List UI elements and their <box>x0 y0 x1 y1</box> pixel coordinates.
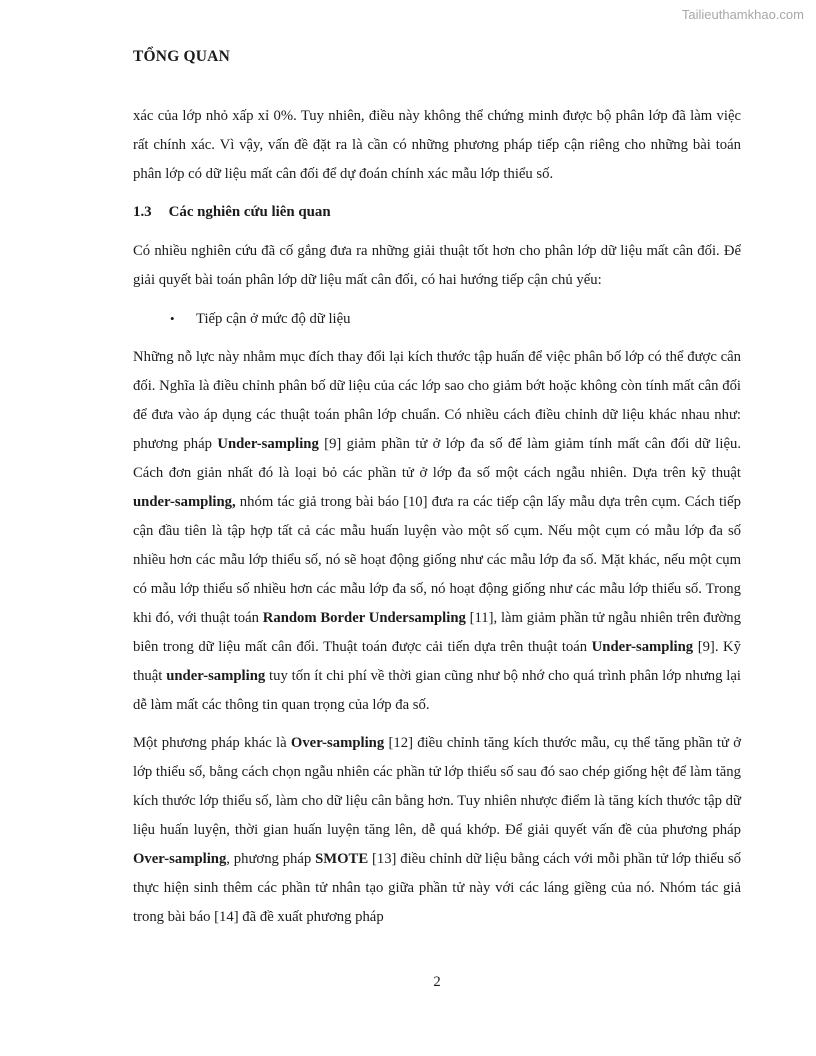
section-heading-title: Các nghiên cứu liên quan <box>168 204 331 220</box>
text-run: [12] điều chỉnh tăng kích thước mẫu, cụ thể tăng phần tử ở lớp thiểu số, bằng cách chọn ngẫu nhiên các phần tử lớp thiểu số sau đó sao chép giống hệt để làm tăng kích thước lớp thiểu số, làm cho dữ liệu cân bằng hơn. Tuy nhiên nhược điểm là tăng kích thước tập dữ liệu huấn luyện, thời gian huấn luyện tăng lên, dễ quá khớp. Để giải quyết vấn đề của phương pháp <box>133 735 741 838</box>
bold-term: Under-sampling <box>591 639 694 655</box>
text-run: , phương pháp <box>226 851 316 867</box>
bold-term: under-sampling <box>166 668 266 684</box>
watermark-text: Tailieuthamkhao.com <box>681 7 804 22</box>
text-run: [11], làm giảm phần tử ngẫu nhiên trên đường biên trong dữ liệu mất cân đối. Thuật toán được cải tiến dựa trên thuật toán <box>133 610 741 655</box>
paragraph <box>133 343 741 720</box>
paragraph <box>133 237 741 295</box>
section-heading <box>133 198 741 227</box>
bold-term: under-sampling, <box>133 494 236 510</box>
document-body <box>133 102 741 941</box>
text-run: xác của lớp nhỏ xấp xỉ 0%. Tuy nhiên, điều này không thể chứng minh được bộ phân lớp đã làm việc rất chính xác. Vì vậy, vấn đề đặt ra là cần có những phương pháp tiếp cận riêng cho những bài toán phân lớp có dữ liệu mất cân đối để dự đoán chính xác mẫu lớp thiểu số. <box>133 108 741 182</box>
text-run: [9] giảm phần tử ở lớp đa số để làm giảm tính mất cân đối dữ liệu. Cách đơn giản nhất đó là loại bỏ các phần tử ở lớp đa số một cách ngẫu nhiên. Dựa trên kỹ thuật <box>133 436 741 481</box>
text-run: [9]. Kỹ thuật <box>133 639 741 684</box>
bold-term: SMOTE <box>315 851 369 867</box>
text-run: Những nỗ lực này nhằm mục đích thay đổi lại kích thước tập huấn để việc phân bố lớp có thể được cân đối. Nghĩa là điều chỉnh phân bố dữ liệu của các lớp sao cho giảm bớt hoặc không còn tính mất cân đối để đưa vào áp dụng các thuật toán phân lớp chuẩn. Có nhiều cách điều chỉnh dữ liệu khác nhau như: phương pháp <box>133 349 741 452</box>
bold-term: Under-sampling <box>217 436 319 452</box>
bold-term: Over-sampling <box>133 851 227 867</box>
text-run: nhóm tác giả trong bài báo [10] đưa ra các tiếp cận lấy mẫu dựa trên cụm. Cách tiếp cận đầu tiên là tập hợp tất cả các mẫu huấn luyện vào một số cụm. Nếu một cụm có mẫu lớp đa số nhiều hơn các mẫu lớp thiểu số, nó sẽ hoạt động giống như các mẫu lớp đa số. Mặt khác, nếu một cụm có mẫu lớp thiểu số nhiều hơn các mẫu lớp đa số, nó hoạt động giống như các mẫu lớp thiểu số. Trong khi đó, với thuật toán <box>133 494 741 626</box>
bullet-marker-icon: • <box>170 311 175 326</box>
text-run: Có nhiều nghiên cứu đã cố gắng đưa ra những giải thuật tốt hơn cho phân lớp dữ liệu mất cân đối. Để giải quyết bài toán phân lớp dữ liệu mất cân đối, có hai hướng tiếp cận chủ yếu: <box>133 243 741 288</box>
text-run: Một phương pháp khác là <box>133 735 291 751</box>
page-header-title: TỔNG QUAN <box>133 48 230 65</box>
text-run: [13] điều chỉnh dữ liệu bằng cách với mỗi phần tử lớp thiểu số thực hiện sinh thêm các phần tử nhân tạo giữa phần tử này với các láng giềng của nó. Nhóm tác giả trong bài báo [14] đã đề xuất phương pháp <box>133 851 741 925</box>
paragraph <box>133 729 741 932</box>
bold-term: Over-sampling <box>290 735 385 751</box>
text-run: Tiếp cận ở mức độ dữ liệu <box>196 311 351 327</box>
bullet-item <box>133 304 741 334</box>
section-heading-number: 1.3 <box>133 204 152 220</box>
bold-term: Random Border Undersampling <box>262 610 466 626</box>
page-number: 2 <box>433 974 441 990</box>
text-run: tuy tốn ít chi phí về thời gian cũng như bộ nhớ cho quá trình phân lớp nhưng lại dễ làm mất các thông tin quan trọng của lớp đa số. <box>133 668 741 713</box>
paragraph <box>133 102 741 189</box>
